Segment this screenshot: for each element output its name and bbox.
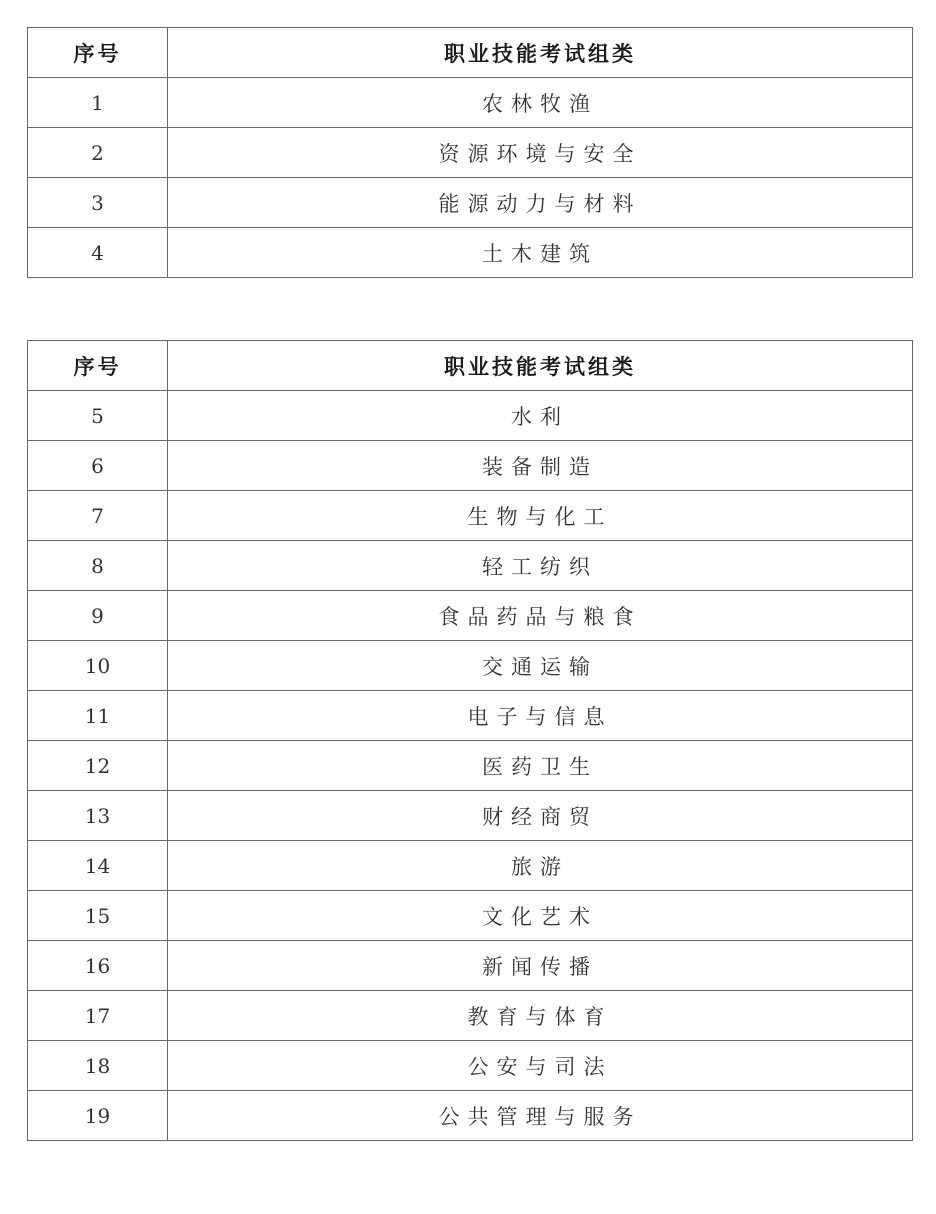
row-serial-number: 7 bbox=[28, 491, 168, 541]
table-header-row bbox=[28, 28, 913, 78]
row-serial-number: 10 bbox=[28, 641, 168, 691]
row-serial-number: 19 bbox=[28, 1091, 168, 1141]
header-exam-category: 职业技能考试组类 bbox=[168, 341, 913, 391]
row-serial-number: 14 bbox=[28, 841, 168, 891]
row-exam-category: 装备制造 bbox=[168, 441, 913, 491]
table-row bbox=[28, 991, 913, 1041]
table-row bbox=[28, 891, 913, 941]
row-exam-category: 土木建筑 bbox=[168, 228, 913, 278]
table-row bbox=[28, 178, 913, 228]
row-serial-number: 17 bbox=[28, 991, 168, 1041]
row-exam-category: 财经商贸 bbox=[168, 791, 913, 841]
table-row bbox=[28, 591, 913, 641]
row-serial-number: 6 bbox=[28, 441, 168, 491]
row-exam-category: 农林牧渔 bbox=[168, 78, 913, 128]
table-row bbox=[28, 541, 913, 591]
row-exam-category: 轻工纺织 bbox=[168, 541, 913, 591]
row-serial-number: 4 bbox=[28, 228, 168, 278]
row-serial-number: 15 bbox=[28, 891, 168, 941]
row-exam-category: 公安与司法 bbox=[168, 1041, 913, 1091]
row-serial-number: 5 bbox=[28, 391, 168, 441]
category-table-1 bbox=[27, 27, 913, 278]
category-table-2 bbox=[27, 340, 913, 1141]
row-exam-category: 生物与化工 bbox=[168, 491, 913, 541]
header-serial-number: 序号 bbox=[28, 341, 168, 391]
row-serial-number: 2 bbox=[28, 128, 168, 178]
row-serial-number: 3 bbox=[28, 178, 168, 228]
table-row bbox=[28, 941, 913, 991]
row-exam-category: 食品药品与粮食 bbox=[168, 591, 913, 641]
row-exam-category: 教育与体育 bbox=[168, 991, 913, 1041]
row-serial-number: 9 bbox=[28, 591, 168, 641]
row-exam-category: 旅游 bbox=[168, 841, 913, 891]
table-row bbox=[28, 791, 913, 841]
table-row bbox=[28, 228, 913, 278]
row-exam-category: 能源动力与材料 bbox=[168, 178, 913, 228]
table-row bbox=[28, 441, 913, 491]
table-row bbox=[28, 691, 913, 741]
row-serial-number: 13 bbox=[28, 791, 168, 841]
row-serial-number: 18 bbox=[28, 1041, 168, 1091]
row-exam-category: 公共管理与服务 bbox=[168, 1091, 913, 1141]
table-row bbox=[28, 1091, 913, 1141]
row-serial-number: 11 bbox=[28, 691, 168, 741]
row-serial-number: 1 bbox=[28, 78, 168, 128]
table-row bbox=[28, 78, 913, 128]
row-serial-number: 16 bbox=[28, 941, 168, 991]
table-row bbox=[28, 641, 913, 691]
row-exam-category: 电子与信息 bbox=[168, 691, 913, 741]
table-row bbox=[28, 491, 913, 541]
table-row bbox=[28, 741, 913, 791]
table-row bbox=[28, 128, 913, 178]
row-exam-category: 医药卫生 bbox=[168, 741, 913, 791]
row-serial-number: 8 bbox=[28, 541, 168, 591]
table-header-row bbox=[28, 341, 913, 391]
table-row bbox=[28, 391, 913, 441]
row-exam-category: 交通运输 bbox=[168, 641, 913, 691]
header-exam-category: 职业技能考试组类 bbox=[168, 28, 913, 78]
table-row bbox=[28, 841, 913, 891]
row-serial-number: 12 bbox=[28, 741, 168, 791]
table-row bbox=[28, 1041, 913, 1091]
row-exam-category: 文化艺术 bbox=[168, 891, 913, 941]
row-exam-category: 资源环境与安全 bbox=[168, 128, 913, 178]
row-exam-category: 新闻传播 bbox=[168, 941, 913, 991]
row-exam-category: 水利 bbox=[168, 391, 913, 441]
header-serial-number: 序号 bbox=[28, 28, 168, 78]
